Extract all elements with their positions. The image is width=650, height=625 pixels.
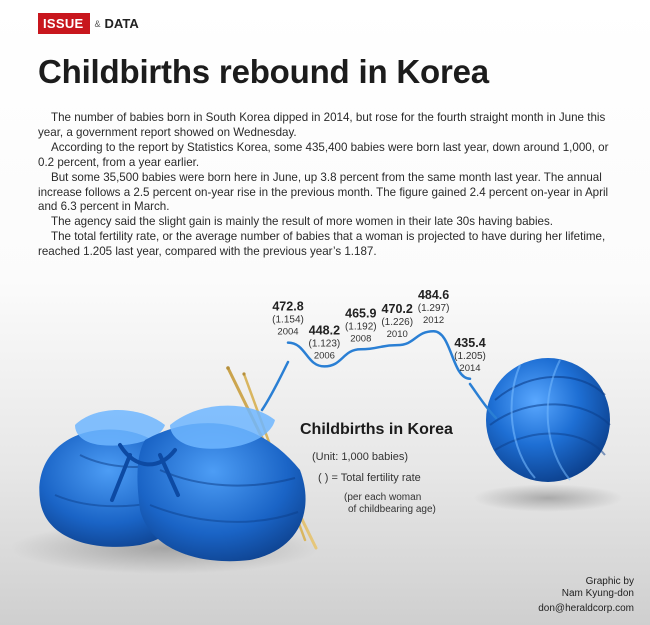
yarn-shadow	[473, 484, 623, 512]
data-label-value: 470.2	[381, 302, 413, 317]
x-tick-label: 2006	[313, 350, 335, 362]
fertility-subnote: of childbearing age)	[348, 504, 436, 515]
fertility-rate-note: ( ) = Total fertility rate	[318, 472, 421, 484]
article-paragraph: According to the report by Statistics Korea, some 435,400 babies were born last year, down around 1,000, or 0.2 percent, from a year earlier.	[38, 140, 609, 169]
page-title: Childbirths rebound in Korea	[38, 53, 489, 90]
baby-booties-icon	[39, 406, 305, 562]
x-tick-label: 2008	[350, 333, 372, 345]
data-label-value: 472.8	[272, 299, 304, 314]
data-label: DATA	[104, 16, 139, 31]
data-label-value: 435.4	[454, 335, 486, 350]
x-tick-label: 2014	[459, 362, 481, 374]
article-paragraph: The agency said the slight gain is mainly the result of more women in their late 30s having babies.	[51, 215, 554, 229]
article-paragraph: The number of babies born in South Korea dipped in 2014, but rose for the fourth straight month in June this year, a government report showed on Wednesday.	[38, 111, 606, 139]
data-label-fertility: (1.226)	[381, 317, 414, 329]
credit-line: Graphic by	[585, 576, 634, 587]
yarn-strand-left	[262, 362, 288, 410]
ampersand: &	[94, 18, 101, 29]
chart-title: Childbirths in Korea	[300, 421, 453, 438]
data-label-fertility: (1.192)	[344, 321, 377, 333]
graphic-credit	[562, 576, 634, 600]
x-tick-label: 2004	[277, 326, 299, 338]
data-label-fertility: (1.154)	[272, 314, 304, 326]
data-labels	[272, 288, 486, 374]
credit-email: don@heraldcorp.com	[538, 603, 634, 614]
credit-author: Nam Kyung-don	[561, 588, 634, 599]
chart-legend	[300, 421, 500, 515]
fertility-subnote: (per each woman	[344, 492, 422, 503]
article-paragraph: But some 35,500 babies were born here in June, up 3.8 percent from the same month last year. The annual increase follows a 2.5 percent on-year rise in the previous month. The figure gained 2.4 percent on-year in April and 6.3 percent in March.	[38, 170, 609, 214]
data-label-value: 484.6	[417, 288, 450, 303]
data-label-value: 465.9	[345, 306, 377, 321]
x-tick-label: 2010	[386, 329, 408, 341]
data-label-fertility: (1.205)	[454, 350, 486, 362]
article-paragraph: The total fertility rate, or the average number of babies that a woman is projected to have during her lifetime, reached 1.205 last year, compared with the previous year’s 1.187.	[38, 230, 606, 259]
unit-note: (Unit: 1,000 babies)	[312, 451, 408, 463]
issue-badge: ISSUE	[38, 13, 90, 34]
yarn-ball-icon	[486, 358, 610, 482]
x-tick-label: 2012	[423, 315, 445, 327]
data-label-fertility: (1.297)	[417, 303, 450, 315]
data-label-value: 448.2	[308, 323, 341, 338]
data-label-fertility: (1.123)	[308, 338, 341, 350]
